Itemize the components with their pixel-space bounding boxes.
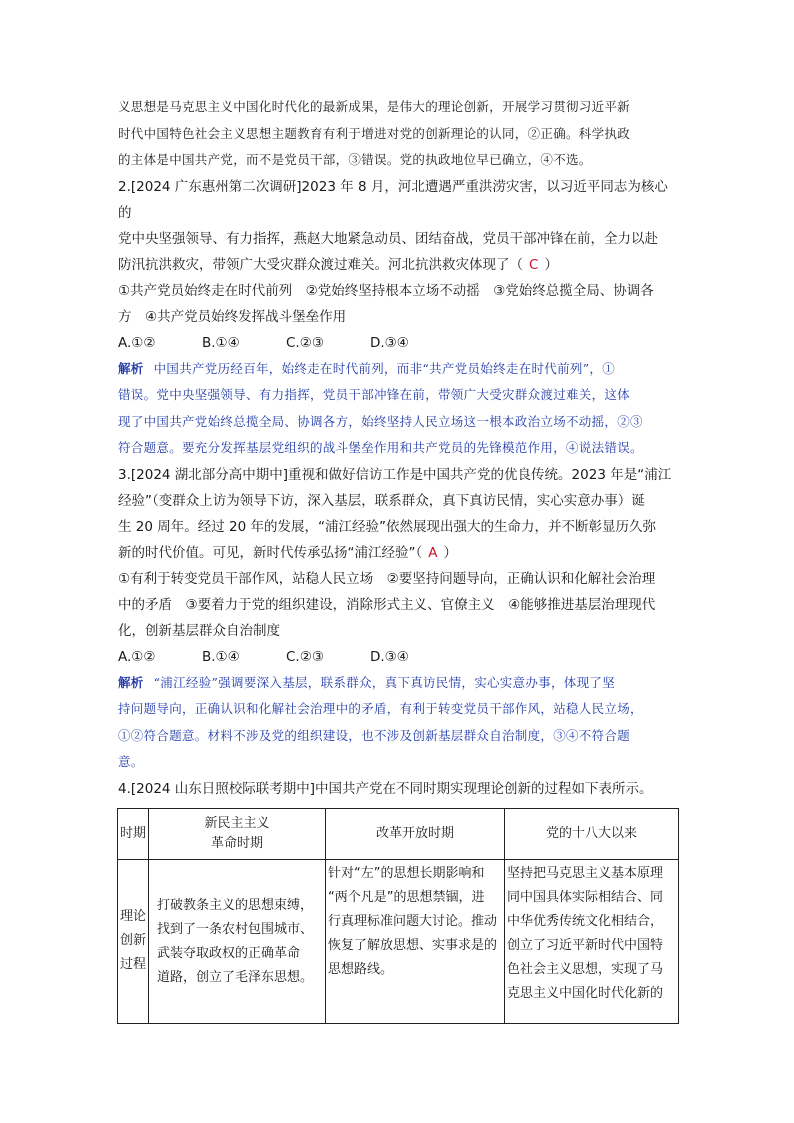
option-b: B.①④: [202, 334, 240, 351]
question-4: [118, 776, 678, 1024]
theory-innovation-table: [117, 808, 679, 1024]
header-18th-congress: 党的十八大以来: [505, 808, 679, 859]
row-label: 理论 创新 过程: [118, 859, 149, 1023]
header-reform-opening: 改革开放时期: [326, 808, 505, 859]
header-new-democratic: 新民主主义 革命时期: [149, 808, 326, 859]
option-a: A.①②: [118, 334, 156, 351]
explanation-line: 错误。党中央坚强领导、有力指挥，党员干部冲锋在前，带领广大受灾群众渡过难关，这体: [118, 387, 631, 402]
table-cell-reform-opening: 针对“左”的思想长期影响和 “两个凡是”的思想禁锢，进 行真理标准问题大讨论。推动 恢复了解放思想、实事求是的 思想路线。: [326, 859, 505, 1023]
answer-letter: C: [529, 256, 539, 273]
table-cell-new-democratic: 打破教条主义的思想束缚， 找到了一条农村包围城市、 武装夺取政权的正确革命 道路，创立了毛泽东思想。: [149, 859, 326, 1023]
explanation-line: 时代中国特色社会主义思想主题教育有利于增进对党的创新理论的认同，②正确。科学执政: [118, 125, 631, 141]
question-2: [118, 174, 678, 462]
question-stem-line: 防汛抗洪救灾，带领广大受灾群众渡过难关。河北抗洪救灾体现了（ C ）: [118, 256, 558, 273]
question-items-line: ①共产党员始终走在时代前列 ②党始终坚持根本立场不动摇 ③党始终总揽全局、协调各: [118, 282, 654, 299]
option-d: D.③④: [370, 334, 409, 351]
option-d: D.③④: [370, 648, 409, 665]
explanation-line: ①②符合题意。材料不涉及党的组织建设，也不涉及创新基层群众自治制度，③④不符合题: [118, 727, 631, 743]
explanation-line: 符合题意。要充分发挥基层党组织的战斗堡垒作用和共产党员的先锋模范作用，④说法错误。: [118, 440, 643, 455]
question-stem-line: 党中央坚强领导、有力指挥，燕赵大地紧急动员、团结奋战，党员干部冲锋在前，全力以赴: [118, 230, 658, 247]
question-stem-line: 2.[2024 广东惠州第二次调研]2023 年 8 月，河北遭遇严重洪涝灾害，以习近平同志为核心的: [118, 178, 668, 221]
option-a: A.①②: [118, 648, 156, 665]
table-header-row: [118, 808, 679, 859]
explanation-label: 解析: [118, 674, 144, 690]
question-stem-line: 生 20 周年。经过 20 年的发展，“浦江经验”依然展现出强大的生命力，并不断彰显历久弥: [118, 518, 657, 535]
explanation-line: 的主体是中国共产党，而不是党员干部，③错误。党的执政地位早已确立，④不选。: [118, 152, 592, 167]
question-3: [118, 462, 678, 776]
question-items-line: 方 ④共产党员始终发挥战斗堡垒作用: [118, 308, 347, 325]
explanation-line: 持问题导向，正确认识和化解社会治理中的矛盾，有利于转变党员干部作风，站稳人民立场，: [118, 701, 643, 716]
option-c: C.②③: [286, 334, 324, 351]
question-stem-line: 经验”（变群众上访为领导下访，深入基层，联系群众，真下真访民情，实心实意办事）诞: [118, 492, 645, 509]
option-b: B.①④: [202, 648, 240, 665]
question-items-line: 中的矛盾 ③要着力于党的组织建设，消除形式主义、官僚主义 ④能够推进基层治理现代: [118, 596, 656, 613]
answer-letter: A: [428, 544, 438, 561]
table-row: [118, 859, 679, 1023]
question-2-explanation: [118, 356, 678, 462]
option-c: C.②③: [286, 648, 324, 665]
question-stem-line: 4.[2024 山东日照校际联考期中]中国共产党在不同时期实现理论创新的过程如下表所示。: [118, 780, 653, 797]
answer-options: [118, 644, 678, 670]
explanation-line: 中国共产党历经百年，始终走在时代前列，而非“共产党员始终走在时代前列”，①: [153, 360, 615, 376]
previous-explanation: [118, 94, 678, 174]
page-content: [118, 94, 678, 1024]
explanation-label: 解析: [118, 360, 144, 376]
explanation-line: “浦江经验”强调要深入基层，联系群众，真下真访民情，实心实意办事，体现了坚: [153, 674, 615, 690]
explanation-line: 义思想是马克思主义中国化时代化的最新成果，是伟大的理论创新，开展学习贯彻习近平新: [118, 99, 631, 114]
question-stem-line: 新的时代价值。可见，新时代传承弘扬“浦江经验”（ A ）: [118, 544, 457, 561]
question-items-line: ①有利于转变党员干部作风，站稳人民立场 ②要坚持问题导向，正确认识和化解社会治理: [118, 570, 656, 587]
question-stem-line: 3.[2024 湖北部分高中期中]重视和做好信访工作是中国共产党的优良传统。2023 年是“浦江: [118, 466, 672, 483]
answer-options: [118, 330, 678, 356]
explanation-line: 意。: [118, 754, 144, 769]
header-period: 时期: [118, 808, 149, 859]
question-items-line: 化，创新基层群众自治制度: [118, 622, 280, 639]
question-3-explanation: [118, 670, 678, 776]
explanation-line: 现了中国共产党始终总揽全局、协调各方，始终坚持人民立场这一根本政治立场不动摇，②③: [118, 413, 643, 429]
table-cell-18th-congress: 坚持把马克思主义基本原理 同中国具体实际相结合、同 中华优秀传统文化相结合， 创立了习近平新时代中国特 色社会主义思想，实现了马 克思主义中国化时代化新的: [505, 859, 679, 1023]
